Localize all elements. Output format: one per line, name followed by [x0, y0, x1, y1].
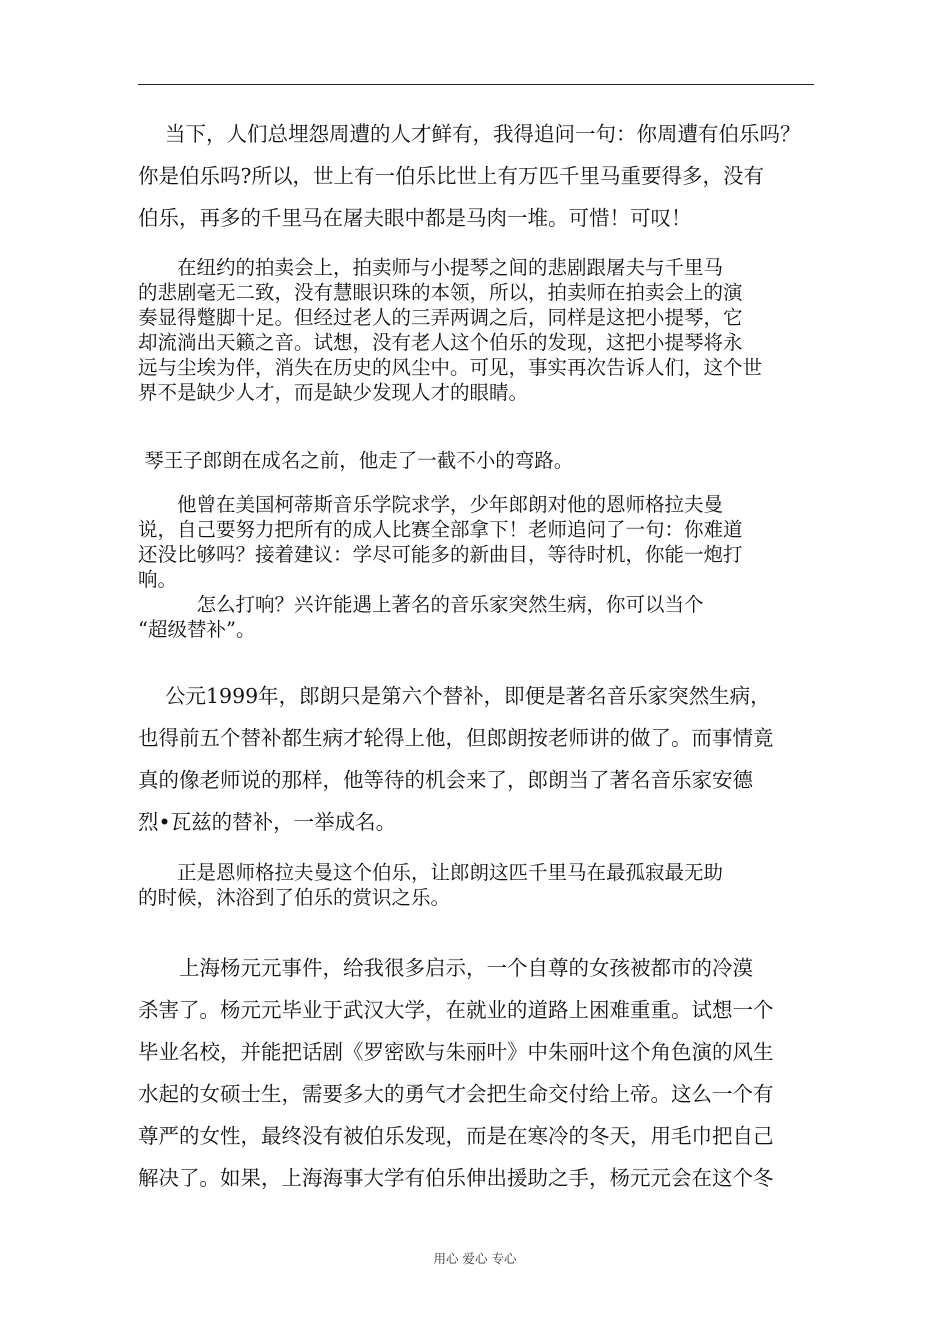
text-line: “超级替补”。 [138, 618, 256, 641]
paragraph-5 [138, 675, 814, 843]
text-line: 说，自己要努力把所有的成人比赛全部拿下！老师追问了一句：你难道 [138, 518, 743, 541]
paragraph-3 [138, 448, 814, 473]
paragraph-2 [138, 255, 814, 405]
text-line: 水起的女硕士生，需要多大的勇气才会把生命交付给上帝。这么一个有 [138, 1082, 774, 1106]
text-line: 远与尘埃为伴，消失在历史的风尘中。可见，事实再次告诉人们，这个世 [138, 356, 763, 379]
text-line: 的时候，沐浴到了伯乐的赏识之乐。 [138, 886, 451, 909]
text-line: 奏显得蹩脚十足。但经过老人的三弄两调之后，同样是这把小提琴，它 [138, 306, 743, 329]
text-line: 怎么打响？兴许能遇上著名的音乐家突然生病，你可以当个 [138, 593, 704, 616]
text-line: 你是伯乐吗?所以，世上有一伯乐比世上有万匹千里马重要得多，没有 [138, 164, 764, 188]
page-footer: 用心 爱心 专心 [433, 1251, 517, 1266]
text-line: 他曾在美国柯蒂斯音乐学院求学，少年郎朗对他的恩师格拉夫曼 [138, 493, 724, 516]
header-rule [138, 84, 814, 85]
text-line: 在纽约的拍卖会上，拍卖师与小提琴之间的悲剧跟屠夫与千里马 [138, 256, 724, 279]
text-line: 公元1999年，郎朗只是第六个替补，即便是著名音乐家突然生病， [138, 684, 771, 708]
text-line: 响。 [138, 568, 178, 591]
text-line: 尊严的女性，最终没有被伯乐发现，而是在寒冷的冬天，用毛巾把自己 [138, 1124, 774, 1148]
text-line: 正是恩师格拉夫曼这个伯乐，让郎朗这匹千里马在最孤寂最无助 [138, 861, 724, 884]
text-line: 解决了。如果，上海海事大学有伯乐伸出援助之手，杨元元会在这个冬 [138, 1166, 774, 1190]
text-line: 毕业名校，并能把话剧《罗密欧与朱丽叶》中朱丽叶这个角色演的风生 [138, 1040, 774, 1064]
text-line: 真的像老师说的那样，他等待的机会来了，郎朗当了著名音乐家安德 [138, 768, 753, 792]
text-line: 当下，人们总埋怨周遭的人才鲜有，我得追问一句：你周遭有伯乐吗？ [138, 122, 801, 146]
text-line: 界不是缺少人才，而是缺少发现人才的眼睛。 [138, 381, 529, 404]
text-line: 还没比够吗？接着建议：学尽可能多的新曲目，等待时机，你能一炮打 [138, 543, 743, 566]
paragraph-6 [138, 860, 814, 910]
paragraph-1 [138, 113, 814, 239]
text-line: 烈•瓦兹的替补，一举成名。 [138, 810, 397, 834]
text-line: 琴王子郎朗在成名之前，他走了一截不小的弯路。 [138, 449, 574, 472]
text-line: 也得前五个替补都生病才轮得上他，但郎朗按老师讲的做了。而事情竟 [138, 726, 774, 750]
text-line: 的悲剧毫无二致，没有慧眼识珠的本领，所以，拍卖师在拍卖会上的演 [138, 281, 743, 304]
text-line: 上海杨元元事件，给我很多启示，一个自尊的女孩被都市的冷漠 [138, 956, 753, 980]
paragraph-4 [138, 492, 814, 642]
paragraph-7 [138, 947, 814, 1199]
text-line: 却流淌出天籁之音。试想，没有老人这个伯乐的发现，这把小提琴将永 [138, 331, 743, 354]
text-line: 杀害了。杨元元毕业于武汉大学，在就业的道路上困难重重。试想一个 [138, 998, 774, 1022]
text-line: 伯乐，再多的千里马在屠夫眼中都是马肉一堆。可惜！可叹！ [138, 206, 692, 230]
